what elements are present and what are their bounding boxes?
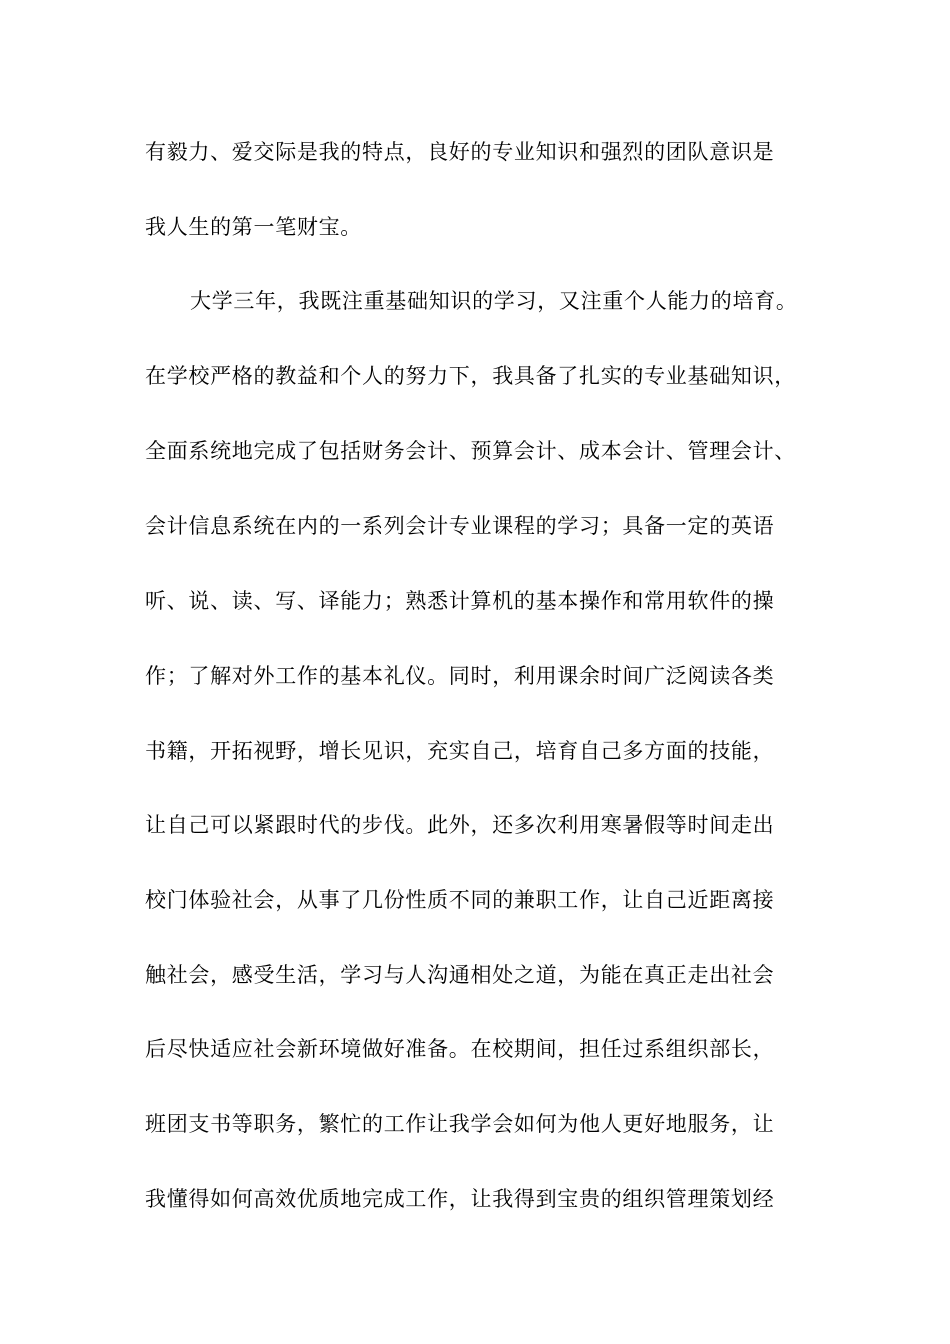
text-line: 触社会，感受生活，学习与人沟通相处之道，为能在真正走出社会 <box>145 963 775 987</box>
paragraph-first-line: 大学三年，我既注重基础知识的学习，又注重个人能力的培育。 <box>190 289 798 313</box>
text-line: 全面系统地完成了包括财务会计、预算会计、成本会计、管理会计、 <box>145 439 796 463</box>
text-line: 校门体验社会，从事了几份性质不同的兼职工作，让自己近距离接 <box>145 888 775 912</box>
text-line: 让自己可以紧跟时代的步伐。此外，还多次利用寒暑假等时间走出 <box>145 813 775 837</box>
text-line: 作；了解对外工作的基本礼仪。同时，利用课余时间广泛阅读各类 <box>145 664 775 688</box>
text-line: 书籍，开拓视野，增长见识，充实自己，培育自己多方面的技能， <box>145 739 775 763</box>
text-line: 会计信息系统在内的一系列会计专业课程的学习；具备一定的英语 <box>145 514 775 538</box>
text-line: 我人生的第一笔财宝。 <box>145 215 362 239</box>
text-line: 有毅力、爱交际是我的特点，良好的专业知识和强烈的团队意识是 <box>145 140 775 164</box>
text-line: 在学校严格的教益和个人的努力下，我具备了扎实的专业基础知识， <box>145 364 796 388</box>
text-line: 听、说、读、写、译能力；熟悉计算机的基本操作和常用软件的操 <box>145 589 775 613</box>
text-line: 班团支书等职务，繁忙的工作让我学会如何为他人更好地服务，让 <box>145 1112 775 1136</box>
text-line: 我懂得如何高效优质地完成工作，让我得到宝贵的组织管理策划经 <box>145 1187 775 1211</box>
text-line: 后尽快适应社会新环境做好准备。在校期间，担任过系组织部长， <box>145 1037 775 1061</box>
